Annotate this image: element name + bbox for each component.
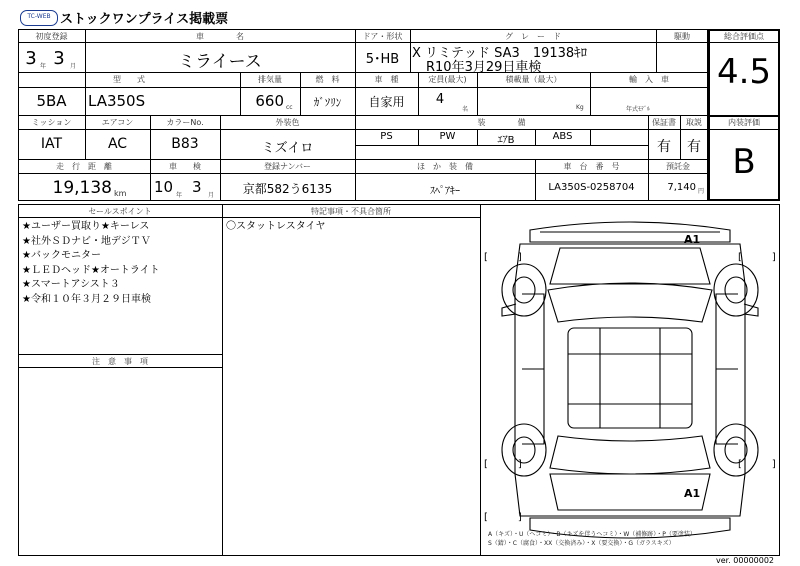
yen-unit: 円 <box>698 188 705 195</box>
exterior-color-value: ミズイロ <box>261 141 314 156</box>
interior-score-label: 内装評価 <box>728 118 760 127</box>
mission-value: IAT <box>40 136 63 152</box>
month-unit: 月 <box>70 63 77 70</box>
first-registration-year: 3 <box>25 48 37 69</box>
special-notes-list <box>226 220 326 235</box>
car-damage-diagram <box>480 204 780 556</box>
first-registration-month: 3 <box>53 48 65 69</box>
sales-points-label: セールスポイント <box>88 207 152 216</box>
door-type: 5･HB <box>365 52 400 67</box>
equipment-ps: PS <box>380 131 393 142</box>
list-item: ★スマートアシスト３ <box>22 279 120 290</box>
grade-label: グ レ ー ド <box>505 32 561 41</box>
car-name: ミライース <box>178 52 262 72</box>
fuel-value: ｶﾞｿﾘﾝ <box>313 96 342 109</box>
brand-logo: TC-WEB <box>20 10 58 26</box>
fuel-label: 燃 料 <box>315 75 340 84</box>
inspection-month-unit: 月 <box>208 192 215 199</box>
model-prefix: 5BA <box>36 92 67 110</box>
interior-score: B <box>732 142 756 182</box>
drive-label: 駆動 <box>674 32 690 41</box>
equipment-pw: PW <box>439 131 456 142</box>
overall-score: 4.5 <box>716 52 772 92</box>
mission-label: ミッション <box>31 118 72 127</box>
right-rear-bracket: [ ] <box>738 459 776 470</box>
other-equipment-label: ほ か 装 備 <box>417 162 473 171</box>
model-code: LA350S <box>88 92 146 110</box>
document-title: ストックワンプライス掲載票 <box>60 12 229 27</box>
bottom-left-bracket: [ ] <box>484 512 522 523</box>
equipment-abs: ABS <box>552 131 573 142</box>
deposit-label: 預託金 <box>666 162 690 171</box>
other-equipment-value: ｽﾍﾟｱｷｰ <box>430 186 460 197</box>
right-front-bracket: [ ] <box>738 252 776 263</box>
displacement-label: 排気量 <box>258 75 282 84</box>
sales-points-list <box>22 220 160 307</box>
left-rear-bracket: [ ] <box>484 459 522 470</box>
cc-unit: cc <box>286 104 293 111</box>
manual-value: 有 <box>687 139 701 155</box>
model-year-label: 年式ﾓﾃﾞﾙ <box>626 106 651 113</box>
list-item: ★令和１０年３月２９日車検 <box>22 293 151 305</box>
deposit-value: 7,140 <box>667 182 696 193</box>
plate-label: 登録ナンバー <box>263 162 312 171</box>
legend-line-1: A（キズ）・U（ヘコミ）・B（キズを伴うヘコミ）・W（補修跡）・P（要塗装） <box>488 531 696 538</box>
grade-line-1: X リミテッド SA3 19138ｷﾛ <box>412 46 588 61</box>
aircon-label: エアコン <box>101 118 134 127</box>
warranty-label: 保証書 <box>652 118 676 127</box>
inspection-year-unit: 年 <box>176 192 183 199</box>
equipment-label: 装 備 <box>477 118 526 127</box>
legend-line-2: S（錆）・C（腐食）・XX（交換済み）・X（要交換）・G（ガラスキズ） <box>488 540 675 547</box>
mileage-value: 19,138 <box>52 178 112 198</box>
caution-label: 注 意 事 項 <box>92 357 148 366</box>
manual-label: 取説 <box>686 118 702 127</box>
vin-value: LA350S-0258704 <box>548 182 635 193</box>
inspection-label: 車 検 <box>169 162 201 171</box>
overall-score-label: 総合評価点 <box>724 32 764 41</box>
capacity-label: 定員(最大) <box>428 75 467 84</box>
warranty-value: 有 <box>657 139 671 155</box>
aircon-value: AC <box>107 136 128 152</box>
import-label: 輸 入 車 <box>629 75 669 84</box>
first-registration-label: 初度登録 <box>35 32 68 41</box>
km-unit: km <box>114 189 127 198</box>
rear-bumper-mark: A1 <box>684 487 701 500</box>
plate-number: 京都582う6135 <box>242 182 333 196</box>
car-name-label: 車 名 <box>196 32 244 41</box>
mileage-label: 走 行 距 離 <box>56 162 112 171</box>
model-label: 型 式 <box>113 75 145 84</box>
capacity-unit: 名 <box>462 106 469 113</box>
grade-line-2: R10年3月29日車検 <box>426 60 542 75</box>
color-number-value: B83 <box>171 136 199 152</box>
usage-label: 車 種 <box>374 75 399 84</box>
list-item: 〇スタットレスタイヤ <box>226 221 326 232</box>
damage-legend <box>488 530 696 548</box>
color-number-label: カラーNo. <box>166 118 204 127</box>
list-item: ★社外ＳＤナビ・地デジＴＶ <box>22 235 151 247</box>
year-unit: 年 <box>40 63 47 70</box>
front-bumper-mark: A1 <box>684 233 701 246</box>
displacement-value: 660 <box>255 92 284 110</box>
version-label: ver. 00000002 <box>716 556 775 565</box>
list-item: ★ＬＥＤヘッド★オートライト <box>22 264 160 276</box>
usage-value: 自家用 <box>368 95 405 109</box>
inspection-month: 3 <box>192 178 202 196</box>
special-notes-label: 特記事項・不具合箇所 <box>311 207 391 216</box>
equipment-airbag: ｴｱB <box>497 135 515 146</box>
load-label: 積載量（最大） <box>505 75 562 84</box>
left-front-bracket: [ ] <box>484 252 522 263</box>
list-item: ★ユーザー買取り★キーレス <box>22 221 150 232</box>
load-unit: Kg <box>576 104 584 111</box>
inspection-year: 10 <box>154 178 174 196</box>
capacity-value: 4 <box>435 92 445 107</box>
exterior-color-label: 外装色 <box>275 118 300 127</box>
list-item: ★バックモニター <box>22 250 101 261</box>
door-type-label: ドア・形状 <box>362 32 403 41</box>
vin-label: 車 台 番 号 <box>563 162 620 171</box>
